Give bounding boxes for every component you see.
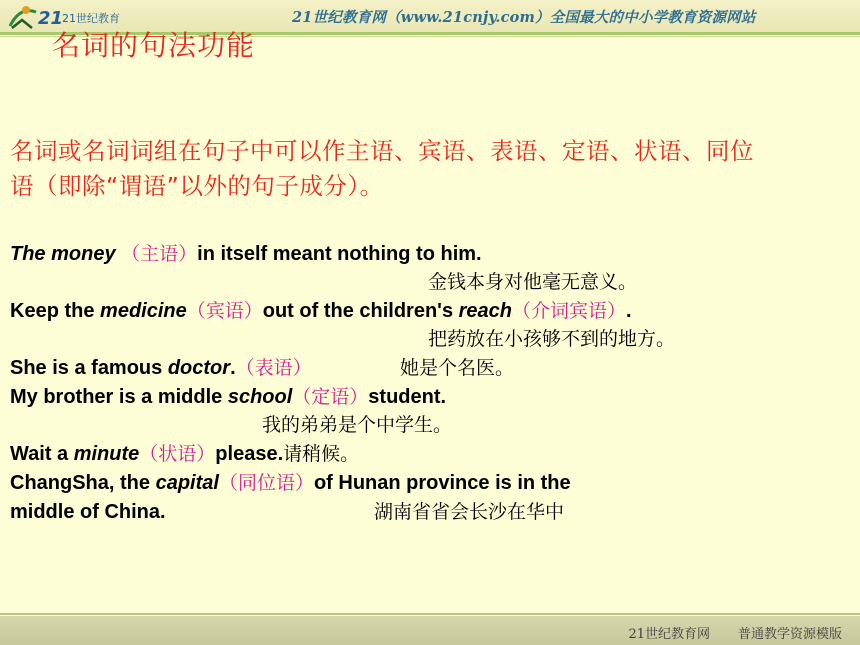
example-noun: minute [73, 443, 140, 465]
translation-object: 把药放在小孩够不到的地方。 [428, 328, 676, 350]
example-text: Keep the [10, 300, 101, 322]
role-label: （介词宾语） [512, 300, 627, 322]
example-noun: medicine [100, 300, 187, 322]
example-text: student. [368, 386, 447, 408]
translation-attribute: 我的弟弟是个中学生。 [262, 414, 453, 436]
example-text: please. [215, 443, 284, 465]
example-text: of Hunan province is in the [313, 472, 571, 494]
example-text: out of the children's [262, 300, 459, 322]
svg-text:21: 21 [38, 8, 64, 29]
example-attribute [10, 385, 446, 409]
role-label: （宾语） [186, 300, 263, 322]
example-noun: capital [155, 472, 219, 494]
example-text: Wait a [10, 443, 74, 465]
example-object [10, 299, 632, 323]
footer-site-name: 21世纪教育网 [628, 627, 710, 642]
translation-appositive: 湖南省省会长沙在华中 [374, 501, 565, 523]
role-label: （主语） [121, 243, 198, 265]
footer-divider [0, 613, 860, 615]
example-noun: doctor [167, 357, 231, 379]
example-phrase: The money [10, 243, 116, 265]
example-subject [10, 242, 482, 266]
example-text: . [626, 300, 632, 322]
example-text: She is a famous [10, 357, 168, 379]
role-label: （表语） [235, 357, 312, 379]
footer-text [628, 623, 842, 642]
translation-subject: 金钱本身对他毫无意义。 [428, 271, 638, 293]
role-label: （状语） [139, 443, 216, 465]
example-predicative [10, 356, 312, 380]
translation-predicative: 她是个名医。 [400, 357, 515, 379]
footer-template-name: 普通教学资源模版 [737, 627, 842, 642]
example-text: ChangSha, the [10, 472, 156, 494]
intro-paragraph: 名词或名词词组在句子中可以作主语、宾语、表语、定语、状语、同位语（即除“谓语”以外的句子成分）。 [10, 137, 754, 200]
example-text: in itself meant nothing to him. [197, 243, 482, 265]
example-noun: reach [458, 300, 512, 322]
header-slogan: 21世纪教育网（www.21cnjy.com）全国最大的中小学教育资源网站 [292, 9, 756, 26]
example-adverbial [10, 442, 359, 466]
example-noun: school [227, 386, 293, 408]
translation-adverbial: 请稍候。 [283, 443, 360, 465]
logo-text: 21世纪教育 [62, 12, 120, 25]
example-text: My brother is a middle [10, 386, 228, 408]
slide-title: 名词的句法功能 [52, 29, 256, 62]
example-appositive [10, 471, 571, 495]
role-label: （定语） [292, 386, 369, 408]
example-appositive-cont: middle of China. [10, 501, 166, 523]
role-label: （同位语） [218, 472, 314, 494]
example-text: . [230, 357, 236, 379]
